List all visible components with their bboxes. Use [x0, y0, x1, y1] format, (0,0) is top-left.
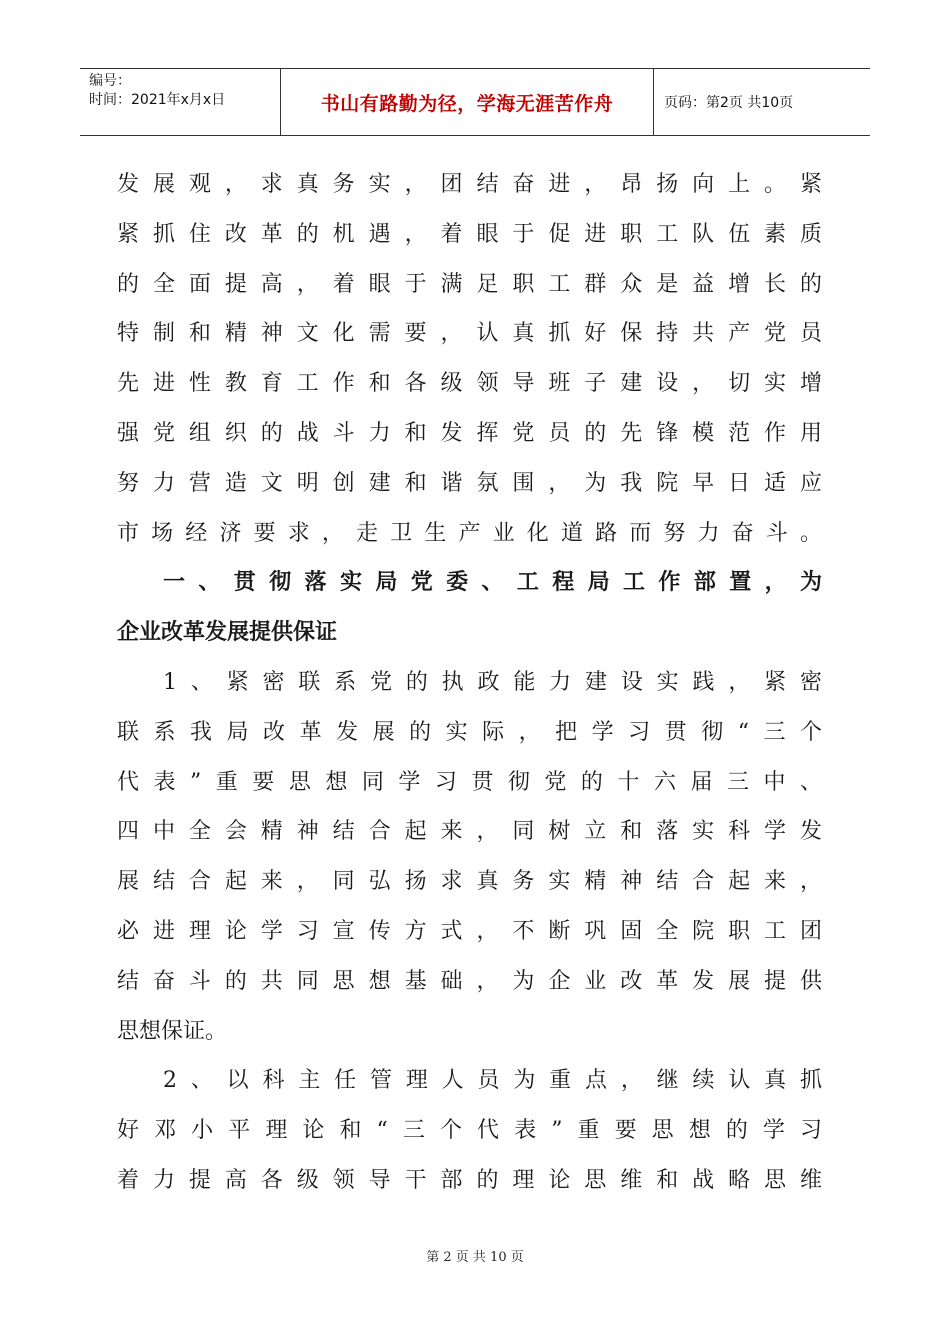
body-line: 结奋斗的共同思想基础，为企业改革发展提供: [117, 968, 822, 994]
body-line: 联系我局改革发展的实际，把学习贯彻“三个: [117, 719, 822, 745]
section-heading-line: 企业改革发展提供保证: [117, 619, 338, 646]
body-line: 着力提高各级领导干部的理论思维和战略思维: [117, 1167, 822, 1193]
body-line: 展结合起来，同弘扬求真务实精神结合起来，: [117, 869, 822, 895]
header-motto: 书山有路勤为径，学海无涯苦作舟: [281, 69, 654, 135]
document-number-label: 编号：: [89, 73, 131, 89]
body-line: 发展观，求真务实，团结奋进，昂扬向上。紧: [117, 172, 822, 197]
body-line: 必进理论学习宣传方式，不断巩固全院职工团: [117, 918, 822, 944]
body-line: 2、以科主任管理人员为重点，继续认真抓: [163, 1068, 822, 1094]
header-meta-cell: [80, 69, 281, 135]
body-line: 代表”重要思想同学习贯彻党的十六届三中、: [117, 769, 822, 795]
document-date-label: 时间：2021年x月x日: [89, 92, 226, 108]
body-line: 先进性教育工作和各级领导班子建设，切实增: [117, 371, 822, 397]
document-header: [80, 68, 870, 136]
body-line: 努力营造文明创建和谐氛围，为我院早日适应: [117, 470, 822, 496]
page-footer: 第 2 页 共 10 页: [426, 1250, 524, 1265]
body-line: 四中全会精神结合起来，同树立和落实科学发: [117, 819, 822, 845]
body-line: 紧抓住改革的机遇，着眼于促进职工队伍素质: [117, 221, 822, 247]
body-line: 市场经济要求，走卫生产业化道路而努力奋斗。: [117, 520, 822, 546]
header-page-number: 页码：第2页 共10页: [664, 95, 794, 111]
section-heading-line: 一、贯彻落实局党委、工程局工作部置，为: [163, 569, 822, 596]
body-line: 1、紧密联系党的执政能力建设实践，紧密: [163, 669, 822, 695]
document-body: [117, 160, 822, 1206]
body-line: 思想保证。: [117, 1018, 228, 1044]
body-line: 的全面提高，着眼于满足职工群众是益增长的: [117, 271, 822, 297]
body-line: 好邓小平理论和“三个代表”重要思想的学习: [117, 1118, 822, 1144]
body-line: 强党组织的战斗力和发挥党员的先锋模范作用: [117, 420, 822, 446]
body-line: 特制和精神文化需要，认真抓好保持共产党员: [117, 321, 822, 347]
